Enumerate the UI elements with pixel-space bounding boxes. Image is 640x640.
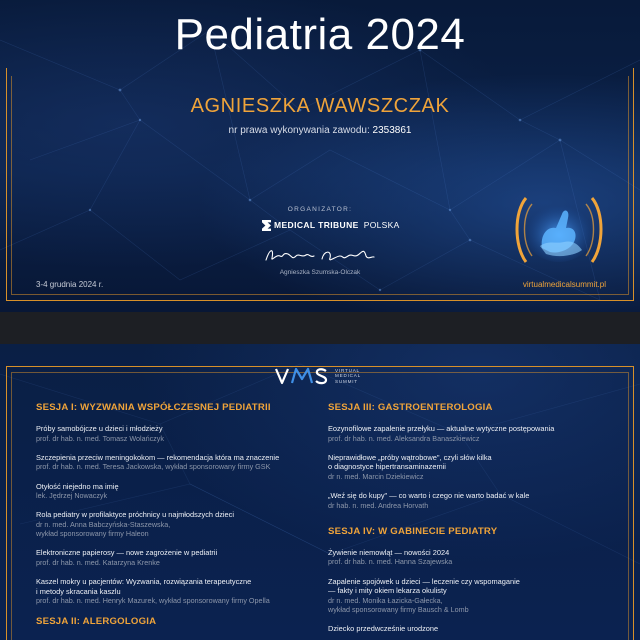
license-label: nr prawa wykonywania zawodu: bbox=[228, 125, 370, 136]
event-date: 3-4 grudnia 2024 r. bbox=[36, 280, 104, 289]
talk-item bbox=[36, 453, 316, 472]
talk-title: Nieprawidłowe „próby wątrobowe", czyli słów kilka bbox=[328, 452, 492, 462]
talk-author: prof. dr hab. n. med. Tomasz Wolańczyk bbox=[36, 433, 164, 443]
talk-item bbox=[328, 424, 608, 443]
talk-item bbox=[328, 491, 608, 510]
talk-sponsor: wykład sponsorowany firmy Bausch & Lomb bbox=[328, 604, 469, 614]
license-line bbox=[0, 125, 640, 136]
talk-author: lek. Jędrzej Nowaczyk bbox=[36, 491, 108, 501]
talk-sponsor: wykład sponsorowany firmy Haleon bbox=[36, 529, 149, 539]
vms-line-2: MEDICAL bbox=[335, 373, 362, 379]
talk-title: Szczepienia przeciw meningokokom — rekomendacja która ma znaczenie bbox=[36, 452, 280, 462]
vms-line-1: VIRTUAL bbox=[335, 368, 360, 374]
talk-author: prof. dr hab. n. med. Aleksandra Banaszkiewicz bbox=[328, 433, 480, 443]
session-2-title: SESJA II: ALERGOLOGIA bbox=[36, 615, 157, 627]
talk-author: prof. dr hab. n. med. Hanna Szajewska bbox=[328, 557, 453, 567]
program-right-column bbox=[328, 402, 608, 640]
talk-title: Próby samobójcze u dzieci i młodzieży bbox=[36, 424, 163, 433]
certificate-page bbox=[0, 0, 640, 312]
talk-item bbox=[328, 624, 608, 634]
talk-author: dr hab. n. med. Andrea Horvath bbox=[328, 500, 429, 510]
talk-item bbox=[328, 453, 608, 481]
talk-item bbox=[328, 548, 608, 567]
participant-name: AGNIESZKA WAWSZCZAK bbox=[190, 95, 450, 117]
talk-item bbox=[36, 548, 316, 567]
talk-title: Kaszel mokry u pacjentów: Wyzwania, rozwiązania terapeutyczne bbox=[36, 577, 252, 587]
glowing-hands-emblem-icon bbox=[512, 188, 606, 270]
talk-author: dr n. med. Monika Łazicka-Gałecka, bbox=[328, 595, 443, 605]
talk-title: Eozynofilowe zapalenie przełyku — aktualne wytyczne postępowania bbox=[328, 424, 555, 433]
talk-author: prof. dr hab. n. med. Henryk Mazurek, wykład sponsorowany firmy Opella bbox=[36, 596, 270, 606]
talk-author: dr n. med. Anna Babczyńska-Staszewska, bbox=[36, 519, 171, 529]
license-number: 2353861 bbox=[372, 125, 412, 136]
talk-title-continued: i metody skracania kaszlu bbox=[36, 586, 121, 596]
talk-title-continued: o diagnostyce hipertransaminazemii bbox=[328, 462, 446, 472]
session-1-title: SESJA I: WYZWANIA WSPÓŁCZESNEJ PEDIATRII bbox=[36, 402, 271, 413]
talk-author: prof. dr hab. n. med. Katarzyna Krenke bbox=[36, 557, 160, 567]
session-3-title: SESJA III: GASTROENTEROLOGIA bbox=[328, 402, 493, 413]
talk-title: Elektroniczne papierosy — nowe zagrożenie w pediatrii bbox=[36, 548, 218, 558]
talk-title: Dziecko przedwcześnie urodzone bbox=[328, 624, 439, 634]
vms-logo bbox=[274, 364, 361, 388]
vms-line-3: SUMMIT bbox=[335, 378, 358, 384]
page-separator bbox=[0, 312, 640, 344]
organizer-label: ORGANIZATOR: bbox=[287, 206, 353, 213]
talk-title: Żywienie niemowląt — nowości 2024 bbox=[328, 547, 450, 557]
talk-title-continued: — fakty i mity okiem lekarza okulisty bbox=[328, 586, 447, 596]
talk-author: prof. dr hab. n. med. Teresa Jackowska, wykład sponsorowany firmy GSK bbox=[36, 462, 271, 472]
talk-title: Otyłość niejedno ma imię bbox=[36, 481, 119, 491]
talk-item bbox=[328, 577, 608, 615]
signature-icon bbox=[262, 244, 378, 266]
program-page bbox=[0, 344, 640, 640]
talk-item bbox=[36, 424, 316, 443]
medical-tribune-mark-icon bbox=[262, 220, 271, 231]
event-url[interactable]: virtualmedicalsummit.pl bbox=[522, 280, 606, 289]
organizer-name: MEDICAL TRIBUNE bbox=[274, 220, 359, 230]
talk-item bbox=[36, 577, 316, 605]
talk-title: Rola pediatry w profilaktyce próchnicy u najmłodszych dzieci bbox=[36, 510, 234, 520]
certificate-title: Pediatria 2024 bbox=[174, 10, 466, 59]
organizer-logo bbox=[262, 218, 400, 232]
signer-name: Agnieszka Szumska-Olczak bbox=[279, 269, 361, 276]
vms-logo-icon bbox=[274, 366, 330, 386]
talk-author: dr n. med. Marcin Dziekiewicz bbox=[328, 471, 424, 481]
talk-title: „Weź się do kupy" — co warto i czego nie warto badać w kale bbox=[328, 491, 530, 501]
program-left-column bbox=[36, 402, 316, 638]
talk-item bbox=[36, 510, 316, 538]
talk-title: Zapalenie spojówek u dzieci — leczenie czy wspomaganie bbox=[328, 576, 520, 586]
vms-logo-text bbox=[335, 368, 361, 384]
talk-item bbox=[36, 482, 316, 501]
session-4-title: SESJA IV: W GABINECIE PEDIATRY bbox=[328, 525, 498, 537]
organizer-country: POLSKA bbox=[363, 220, 400, 230]
